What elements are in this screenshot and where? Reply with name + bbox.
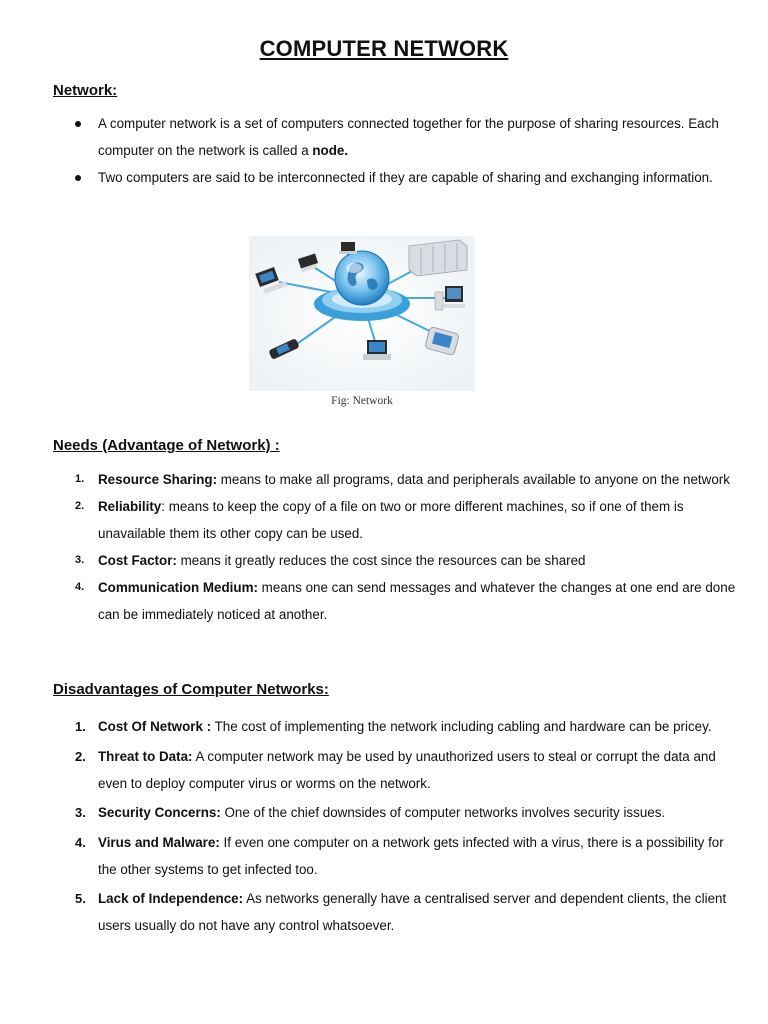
list-item — [53, 713, 743, 740]
laptop-icon — [339, 242, 357, 254]
item-text: As networks generally have a centralised server and dependent clients, the client users usually do not have any control whatsoever. — [98, 891, 727, 933]
item-text: One of the chief downsides of computer networks involves security issues. — [220, 805, 666, 820]
item-label: Threat to Data: — [98, 748, 193, 764]
list-item — [53, 547, 743, 574]
page-title: COMPUTER NETWORK — [259, 36, 509, 61]
item-text: : means to keep the copy of a file on two or more different machines, so if one of them is unavailable them its other copy can be used. — [98, 499, 684, 541]
list-item — [53, 466, 743, 493]
list-item — [53, 574, 743, 628]
bullet-bold-text: node. — [312, 143, 349, 158]
needs-list — [53, 466, 743, 628]
item-number: 1. — [75, 473, 85, 485]
item-text: means it greatly reduces the cost since the resources can be shared — [176, 553, 586, 568]
item-number: 5. — [75, 891, 86, 906]
bullet-text: Two computers are said to be interconnected if they are capable of sharing and exchanging information. — [98, 170, 713, 185]
item-label: Communication Medium: — [98, 580, 258, 595]
item-label: Resource Sharing: — [98, 472, 218, 487]
item-label: Security Concerns: — [98, 805, 221, 820]
bullet-icon — [75, 121, 81, 127]
server-rack-icon — [409, 240, 467, 276]
list-item — [53, 743, 743, 797]
laptop-icon — [363, 340, 391, 360]
list-item — [53, 799, 743, 826]
item-label: Cost Of Network : — [98, 719, 212, 734]
item-label: Cost Factor: — [98, 553, 177, 568]
bullet-icon — [75, 175, 81, 181]
item-label: Virus and Malware: — [98, 834, 220, 850]
disadvantages-heading: Disadvantages of Computer Networks: — [53, 681, 329, 698]
item-number: 3. — [75, 805, 86, 820]
list-item — [53, 164, 743, 191]
globe-icon — [335, 251, 389, 305]
item-text: means to make all programs, data and peripherals available to anyone on the network — [217, 472, 730, 487]
item-number: 4. — [75, 581, 85, 593]
figure-caption: Fig: Network — [331, 395, 393, 407]
item-number: 3. — [75, 554, 85, 566]
network-heading: Network: — [53, 82, 118, 99]
item-number: 2. — [75, 748, 86, 764]
item-label: Reliability — [98, 499, 162, 514]
item-text: means one can send messages and whatever the changes at one end are done can be immediately noticed at another. — [98, 580, 736, 622]
item-text: If even one computer on a network gets infected with a virus, there is a possibility for the other systems to get infected too. — [98, 834, 724, 877]
bullet-text: A computer network is a set of computers connected together for the purpose of sharing resources. Each computer on the network is called a — [98, 116, 719, 158]
item-text: A computer network may be used by unauthorized users to steal or corrupt the data and even to deploy computer virus or worms on the network. — [98, 748, 716, 791]
network-bullet-list — [53, 110, 743, 191]
network-figure — [249, 236, 475, 391]
item-number: 2. — [75, 500, 85, 512]
item-label: Lack of Independence: — [98, 891, 244, 906]
list-item — [53, 885, 743, 939]
item-number: 4. — [75, 834, 86, 850]
item-text: The cost of implementing the network including cabling and hardware can be pricey. — [211, 719, 712, 734]
list-item — [53, 110, 743, 164]
list-item — [53, 493, 743, 547]
list-item — [53, 829, 743, 883]
item-number: 1. — [75, 719, 86, 734]
disadvantages-list — [53, 713, 743, 942]
needs-heading: Needs (Advantage of Network) : — [53, 437, 280, 454]
